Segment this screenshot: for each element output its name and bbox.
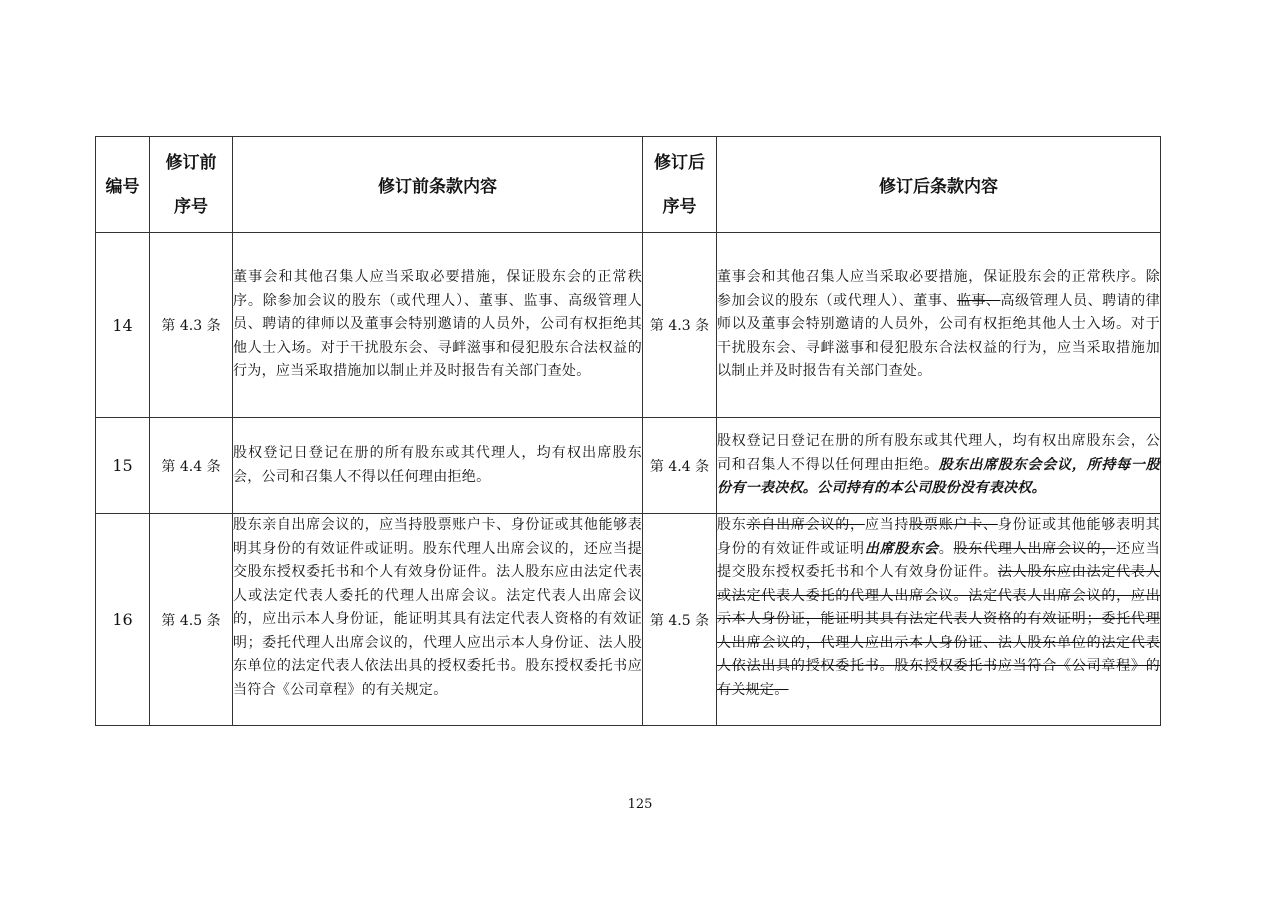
before-text: 股权登记日登记在册的所有股东或其代理人，均有权出席股东会，公司和召集人不得以任何理由拒绝。	[233, 418, 643, 514]
page-number: 125	[627, 797, 653, 812]
deleted-text: 股票账户卡、	[909, 517, 998, 533]
revision-text: 身份证或其他能够表明其身份的有效证件或证明	[717, 517, 1160, 557]
deleted-text: 股东代理人出席会议的，	[953, 540, 1117, 557]
header-after-no	[643, 137, 717, 233]
revision-text: 应当持	[864, 517, 910, 533]
header-after-no-line1: 修订后	[654, 152, 705, 173]
header-before-text: 修订前条款内容	[233, 137, 643, 233]
header-after-no-line2: 序号	[662, 196, 697, 217]
revision-table	[95, 136, 1161, 726]
header-after-text: 修订后条款内容	[717, 137, 1161, 233]
before-text: 股东亲自出席会议的，应当持股票账户卡、身份证或其他能够表明其身份的有效证件或证明。股东代理人出席会议的，还应当提交股东授权委托书和个人有效身份证件。法人股东应由法定代表人或法定代表人委托的代理人出席会议。法定代表人出席会议的，应出示本人身份证，能证明其具有法定代表人资格的有效证明；委托代理人出席会议的，代理人应出示本人身份证、法人股东单位的法定代表人依法出具的授权委托书。股东授权委托书应当符合《公司章程》的有关规定。	[233, 514, 643, 726]
row-number: 15	[96, 418, 150, 514]
table-row	[96, 514, 1161, 726]
after-section: 第 4.3 条	[643, 233, 717, 418]
after-section: 第 4.5 条	[643, 514, 717, 726]
added-text: 出席股东会	[864, 540, 939, 557]
table-row	[96, 418, 1161, 514]
header-row	[96, 137, 1161, 233]
after-text	[717, 233, 1161, 418]
row-number: 16	[96, 514, 150, 726]
header-before-no-line2: 序号	[174, 196, 208, 217]
header-no: 编号	[96, 137, 150, 233]
header-before-no-line1: 修订前	[165, 152, 217, 173]
after-text	[717, 514, 1161, 726]
after-section: 第 4.4 条	[643, 418, 717, 514]
table-row	[96, 233, 1161, 418]
header-before-no	[150, 137, 233, 233]
revision-text: 还应当提交股东授权委托书和个人有效身份证件。	[717, 540, 1161, 580]
revision-text: 股权登记日登记在册的所有股东或其代理人，均有权出席股东会，公司和召集人不得以任何理由拒绝。	[717, 433, 1160, 473]
added-text: 股东出席股东会会议，所持每一股份有一表决权。公司持有的本公司股份没有表决权。	[717, 456, 1161, 497]
after-text	[717, 418, 1161, 514]
deleted-text: 法人股东应由法定代表人或法定代表人委托的代理人出席会议。法定代表人出席会议的，应出示本人身份证，能证明其具有法定代表人资格的有效证明；委托代理人出席会议的，代理人应出示本人身份证、法人股东单位的法定代表人依法出具的授权委托书。股东授权委托书应当符合《公司章程》的有关规定。	[717, 564, 1160, 698]
row-number: 14	[96, 233, 150, 418]
revision-text: 股东	[717, 517, 747, 533]
revision-text: 。	[938, 540, 954, 557]
revision-text: 董事会和其他召集人应当采取必要措施，保证股东会的正常秩序。除参加会议的股东（或代理人）、董事、	[717, 269, 1160, 309]
deleted-text: 亲自出席会议的，	[746, 517, 865, 533]
before-section: 第 4.3 条	[150, 233, 233, 418]
deleted-text: 监事、	[956, 292, 1001, 309]
before-text: 董事会和其他召集人应当采取必要措施，保证股东会的正常秩序。除参加会议的股东（或代理人）、董事、监事、高级管理人员、聘请的律师以及董事会特别邀请的人员外，公司有权拒绝其他人士入场。对于干扰股东会、寻衅滋事和侵犯股东合法权益的行为，应当采取措施加以制止并及时报告有关部门查处。	[233, 233, 643, 418]
revision-text: 高级管理人员、聘请的律师以及董事会特别邀请的人员外，公司有权拒绝其他人士入场。对于干扰股东会、寻衅滋事和侵犯股东合法权益的行为，应当采取措施加以制止并及时报告有关部门查处。	[717, 292, 1160, 380]
before-section: 第 4.4 条	[150, 418, 233, 514]
before-section: 第 4.5 条	[150, 514, 233, 726]
